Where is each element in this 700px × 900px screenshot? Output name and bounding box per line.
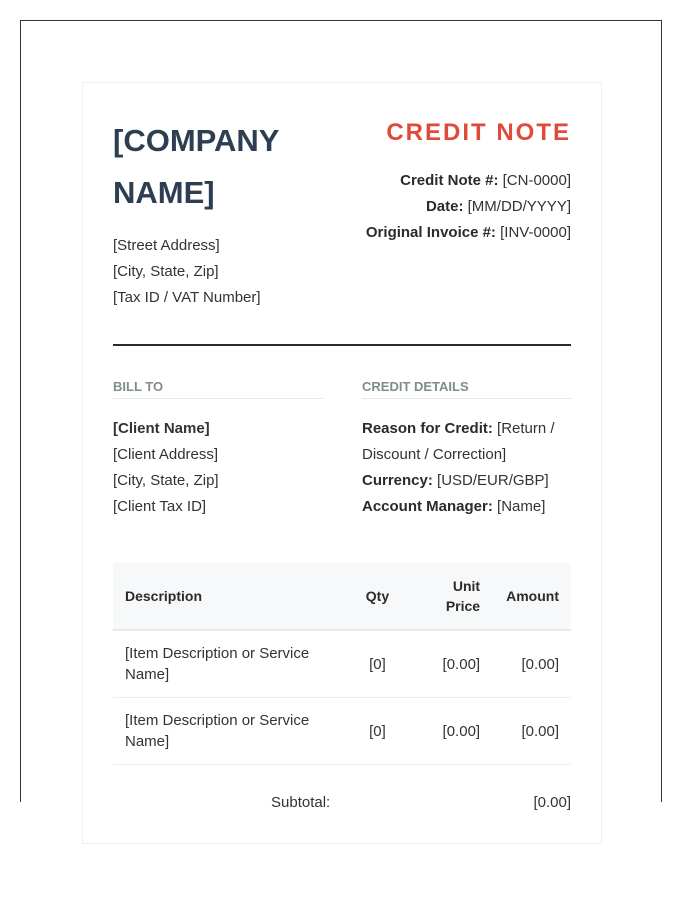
table-row	[113, 698, 571, 765]
row-amount: [0.00]	[492, 630, 571, 698]
currency-value: [USD/EUR/GBP]	[437, 472, 549, 489]
col-description: Description	[113, 563, 341, 630]
client-tax-id: [Client Tax ID]	[113, 498, 207, 515]
manager-value: [Name]	[497, 498, 546, 515]
document-date	[341, 194, 571, 220]
col-amount: Amount	[492, 563, 571, 630]
row-description: [Item Description or Service Name]	[113, 630, 341, 698]
currency-label: Currency:	[362, 472, 433, 489]
client-name: [Client Name]	[113, 420, 210, 437]
company-street: [Street Address]	[113, 237, 220, 254]
row-qty: [0]	[341, 698, 414, 765]
reason-for-credit	[362, 416, 577, 468]
col-unit-price: Unit Price	[414, 563, 492, 630]
items-table	[113, 563, 571, 765]
row-description: [Item Description or Service Name]	[113, 698, 341, 765]
company-address	[113, 233, 261, 311]
credit-note-number	[341, 168, 571, 194]
credit-details	[362, 416, 577, 520]
company-name: [COMPANY NAME]	[113, 123, 279, 210]
table-header-row	[113, 563, 571, 630]
reason-label: Reason for Credit:	[362, 420, 493, 437]
credit-details-heading: CREDIT DETAILS	[362, 379, 572, 399]
subtotal-label: Subtotal:	[271, 794, 331, 811]
date-label: Date:	[425, 198, 464, 215]
document-meta	[341, 168, 571, 246]
account-manager	[362, 494, 577, 520]
reason-value: [Return / Discount / Correction]	[362, 420, 555, 463]
col-qty: Qty	[341, 563, 414, 630]
original-invoice-value: [INV-0000]	[500, 224, 571, 241]
bill-to-details	[113, 416, 219, 520]
row-unit-price: [0.00]	[414, 630, 492, 698]
document-frame	[20, 20, 662, 811]
credit-note-page	[82, 82, 602, 844]
original-invoice-label: Original Invoice #:	[365, 224, 496, 241]
document-title: CREDIT NOTE	[386, 119, 571, 146]
credit-note-number-value: [CN-0000]	[502, 172, 571, 189]
company-city: [City, State, Zip]	[113, 263, 219, 280]
client-address: [Client Address]	[113, 446, 219, 463]
row-qty: [0]	[341, 630, 414, 698]
client-city: [City, State, Zip]	[113, 472, 219, 489]
original-invoice	[341, 220, 571, 246]
company-tax-id: [Tax ID / VAT Number]	[113, 289, 261, 306]
row-unit-price: [0.00]	[414, 698, 492, 765]
currency	[362, 468, 577, 494]
row-amount: [0.00]	[492, 698, 571, 765]
header-divider	[113, 344, 571, 346]
table-row	[113, 630, 571, 698]
bill-to-heading: BILL TO	[113, 379, 323, 399]
credit-note-number-label: Credit Note #:	[400, 172, 499, 189]
date-value: [MM/DD/YYYY]	[467, 198, 571, 215]
manager-label: Account Manager:	[362, 498, 493, 515]
subtotal-value: [0.00]	[533, 794, 571, 811]
